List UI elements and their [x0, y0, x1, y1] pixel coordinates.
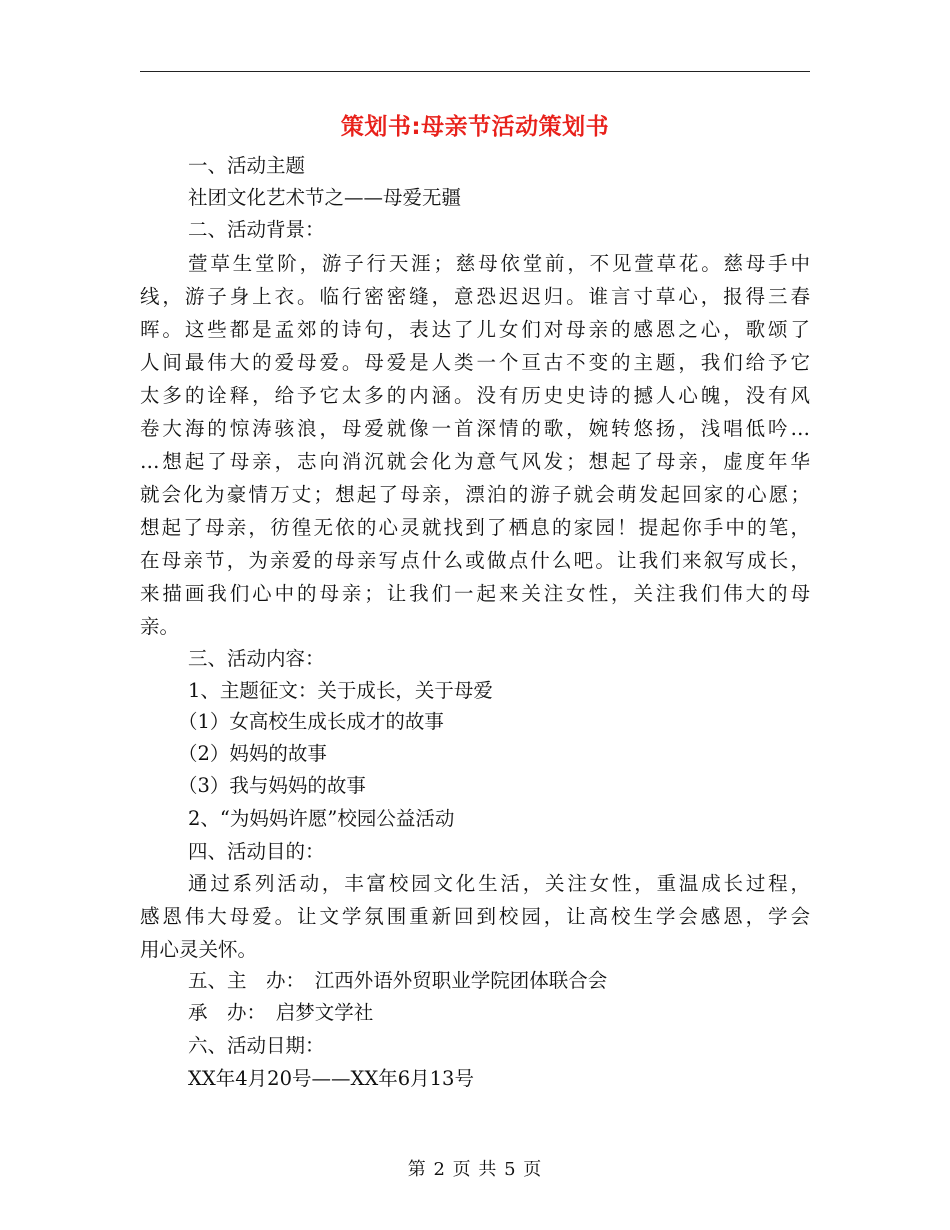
organizer-line: 五、主 办： 江西外语外贸职业学院团体联合会: [188, 969, 608, 992]
heading-theme: 一、活动主题: [188, 154, 306, 177]
date-line: XX年4月20号——XX年6月13号: [188, 1067, 474, 1090]
paragraph-line: 用心灵关怀。: [140, 938, 258, 961]
list-item: （1）女高校生成长成才的故事: [178, 710, 444, 733]
page-number: 第 2 页 共 5 页: [407, 1159, 543, 1180]
paragraph-line: 萱草生堂阶，游子行天涯；慈母依堂前，不见萱草花。慈母手中: [188, 252, 810, 275]
paragraph-line: 来描画我们心中的母亲；让我们一起来关注女性，关注我们伟大的母: [140, 582, 810, 605]
paragraph-line: 在母亲节，为亲爱的母亲写点什么或做点什么吧。让我们来叙写成长，: [140, 549, 810, 572]
paragraph-line: 卷大海的惊涛骇浪，母爱就像一首深情的歌，婉转悠扬，浅唱低吟…: [140, 417, 810, 440]
paragraph-line: 想起了母亲，彷徨无依的心灵就找到了栖息的家园！提起你手中的笔，: [140, 516, 810, 539]
header-rule: [140, 71, 810, 72]
paragraph-line: 亲。: [140, 615, 180, 638]
paragraph-line: 线，游子身上衣。临行密密缝，意恐迟迟归。谁言寸草心，报得三春: [140, 285, 810, 308]
list-item: （3）我与妈妈的故事: [178, 774, 366, 797]
list-item: （2）妈妈的故事: [178, 742, 327, 765]
heading-background: 二、活动背景：: [188, 218, 325, 241]
co-organizer-line: 承 办： 启梦文学社: [188, 1001, 374, 1024]
paragraph-line: 感恩伟大母爱。让文学氛围重新回到校园，让高校生学会感恩，学会: [140, 905, 810, 928]
paragraph-line: 就会化为豪情万丈；想起了母亲，漂泊的游子就会萌发起回家的心愿；: [140, 483, 810, 506]
paragraph-line: 晖。这些都是孟郊的诗句，表达了儿女们对母亲的感恩之心，歌颂了: [140, 318, 810, 341]
list-item: 2、“为妈妈许愿”校园公益活动: [188, 807, 455, 830]
heading-content: 三、活动内容：: [188, 647, 325, 670]
paragraph-line: 通过系列活动，丰富校园文化生活，关注女性，重温成长过程，: [188, 872, 810, 895]
paragraph-line: …想起了母亲，志向消沉就会化为意气风发；想起了母亲，虚度年华: [140, 450, 810, 473]
heading-purpose: 四、活动目的：: [188, 840, 325, 863]
paragraph-line: 社团文化艺术节之——母爱无疆: [188, 186, 462, 209]
list-item: 1、主题征文：关于成长，关于母爱: [188, 679, 493, 702]
heading-date: 六、活动日期：: [188, 1034, 325, 1057]
document-title: 策划书:母亲节活动策划书: [340, 114, 610, 140]
paragraph-line: 人间最伟大的爱母爱。母爱是人类一个亘古不变的主题，我们给予它: [140, 351, 810, 374]
paragraph-line: 太多的诠释，给予它太多的内涵。没有历史史诗的撼人心魄，没有风: [140, 384, 810, 407]
